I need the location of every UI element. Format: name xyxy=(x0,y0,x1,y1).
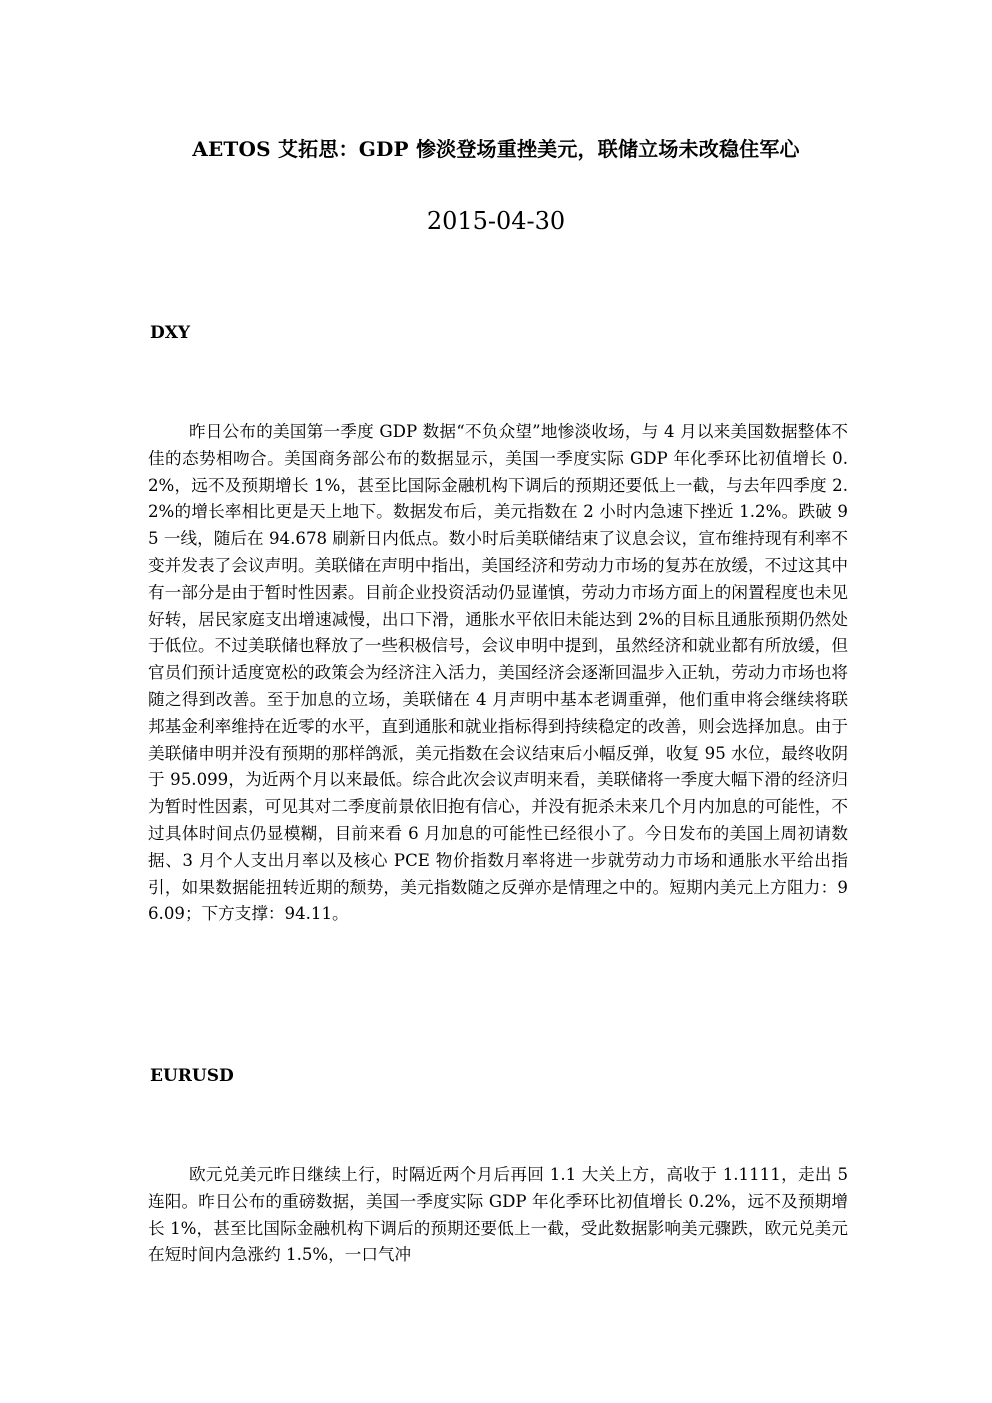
section-paragraph-dxy: 昨日公布的美国第一季度 GDP 数据“不负众望”地惨淡收场，与 4 月以来美国数据整体不佳的态势相吻合。美国商务部公布的数据显示，美国一季度实际 GDP 年化季环比初值增长 0.2%，远不及预期增长 1%，甚至比国际金融机构下调后的预期还要低上一截，与去年四季度 2.2%的增长率相比更是天上地下。数据发布后，美元指数在 2 小时内急速下挫近 1.2%。跌破 95 一线，随后在 94.678 刷新日内低点。数小时后美联储结束了议息会议，宣布维持现有利率不变并发表了会议声明。美联储在声明中指出，美国经济和劳动力市场的复苏在放缓，不过这其中有一部分是由于暂时性因素。目前企业投资活动仍显谨慎，劳动力市场方面上的闲置程度也未见好转，居民家庭支出增速减慢，出口下滑，通胀水平依旧未能达到 2%的目标且通胀预期仍然处于低位。不过美联储也释放了一些积极信号，会议申明中提到，虽然经济和就业都有所放缓，但官员们预计适度宽松的政策会为经济注入活力，美国经济会逐渐回温步入正轨，劳动力市场也将随之得到改善。至于加息的立场，美联储在 4 月声明中基本老调重弹，他们重申将会继续将联邦基金利率维持在近零的水平，直到通胀和就业指标得到持续稳定的改善，则会选择加息。由于美联储申明并没有预期的那样鸽派，美元指数在会议结束后小幅反弹，收复 95 水位，最终收阴于 95.099，为近两个月以来最低。综合此次会议声明来看，美联储将一季度大幅下滑的经济归为暂时性因素，可见其对二季度前景依旧抱有信心，并没有扼杀未来几个月内加息的可能性，不过具体时间点仍显模糊，目前来看 6 月加息的可能性已经很小了。今日发布的美国上周初请数据、3 月个人支出月率以及核心 PCE 物价指数月率将进一步就劳动力市场和通胀水平给出指引，如果数据能扭转近期的颓势，美元指数随之反弹亦是情理之中的。短期内美元上方阻力：96.09；下方支撑：94.11。 xyxy=(148,422,848,924)
document-date: 2015-04-30 xyxy=(426,207,566,235)
section-heading-dxy: DXY xyxy=(150,323,191,343)
document-title: AETOS 艾拓思：GDP 惨淡登场重挫美元，联储立场未改稳住军心 xyxy=(192,137,800,161)
section-heading-eurusd: EURUSD xyxy=(150,1066,234,1086)
section-paragraph-eurusd: 欧元兑美元昨日继续上行，时隔近两个月后再回 1.1 大关上方，高收于 1.1111，走出 5 连阳。昨日公布的重磅数据，美国一季度实际 GDP 年化季环比初值增长 0.2%，远不及预期增长 1%，甚至比国际金融机构下调后的预期还要低上一截，受此数据影响美元骤跌，欧元兑美元在短时间内急涨约 1.5%，一口气冲 xyxy=(148,1165,848,1265)
